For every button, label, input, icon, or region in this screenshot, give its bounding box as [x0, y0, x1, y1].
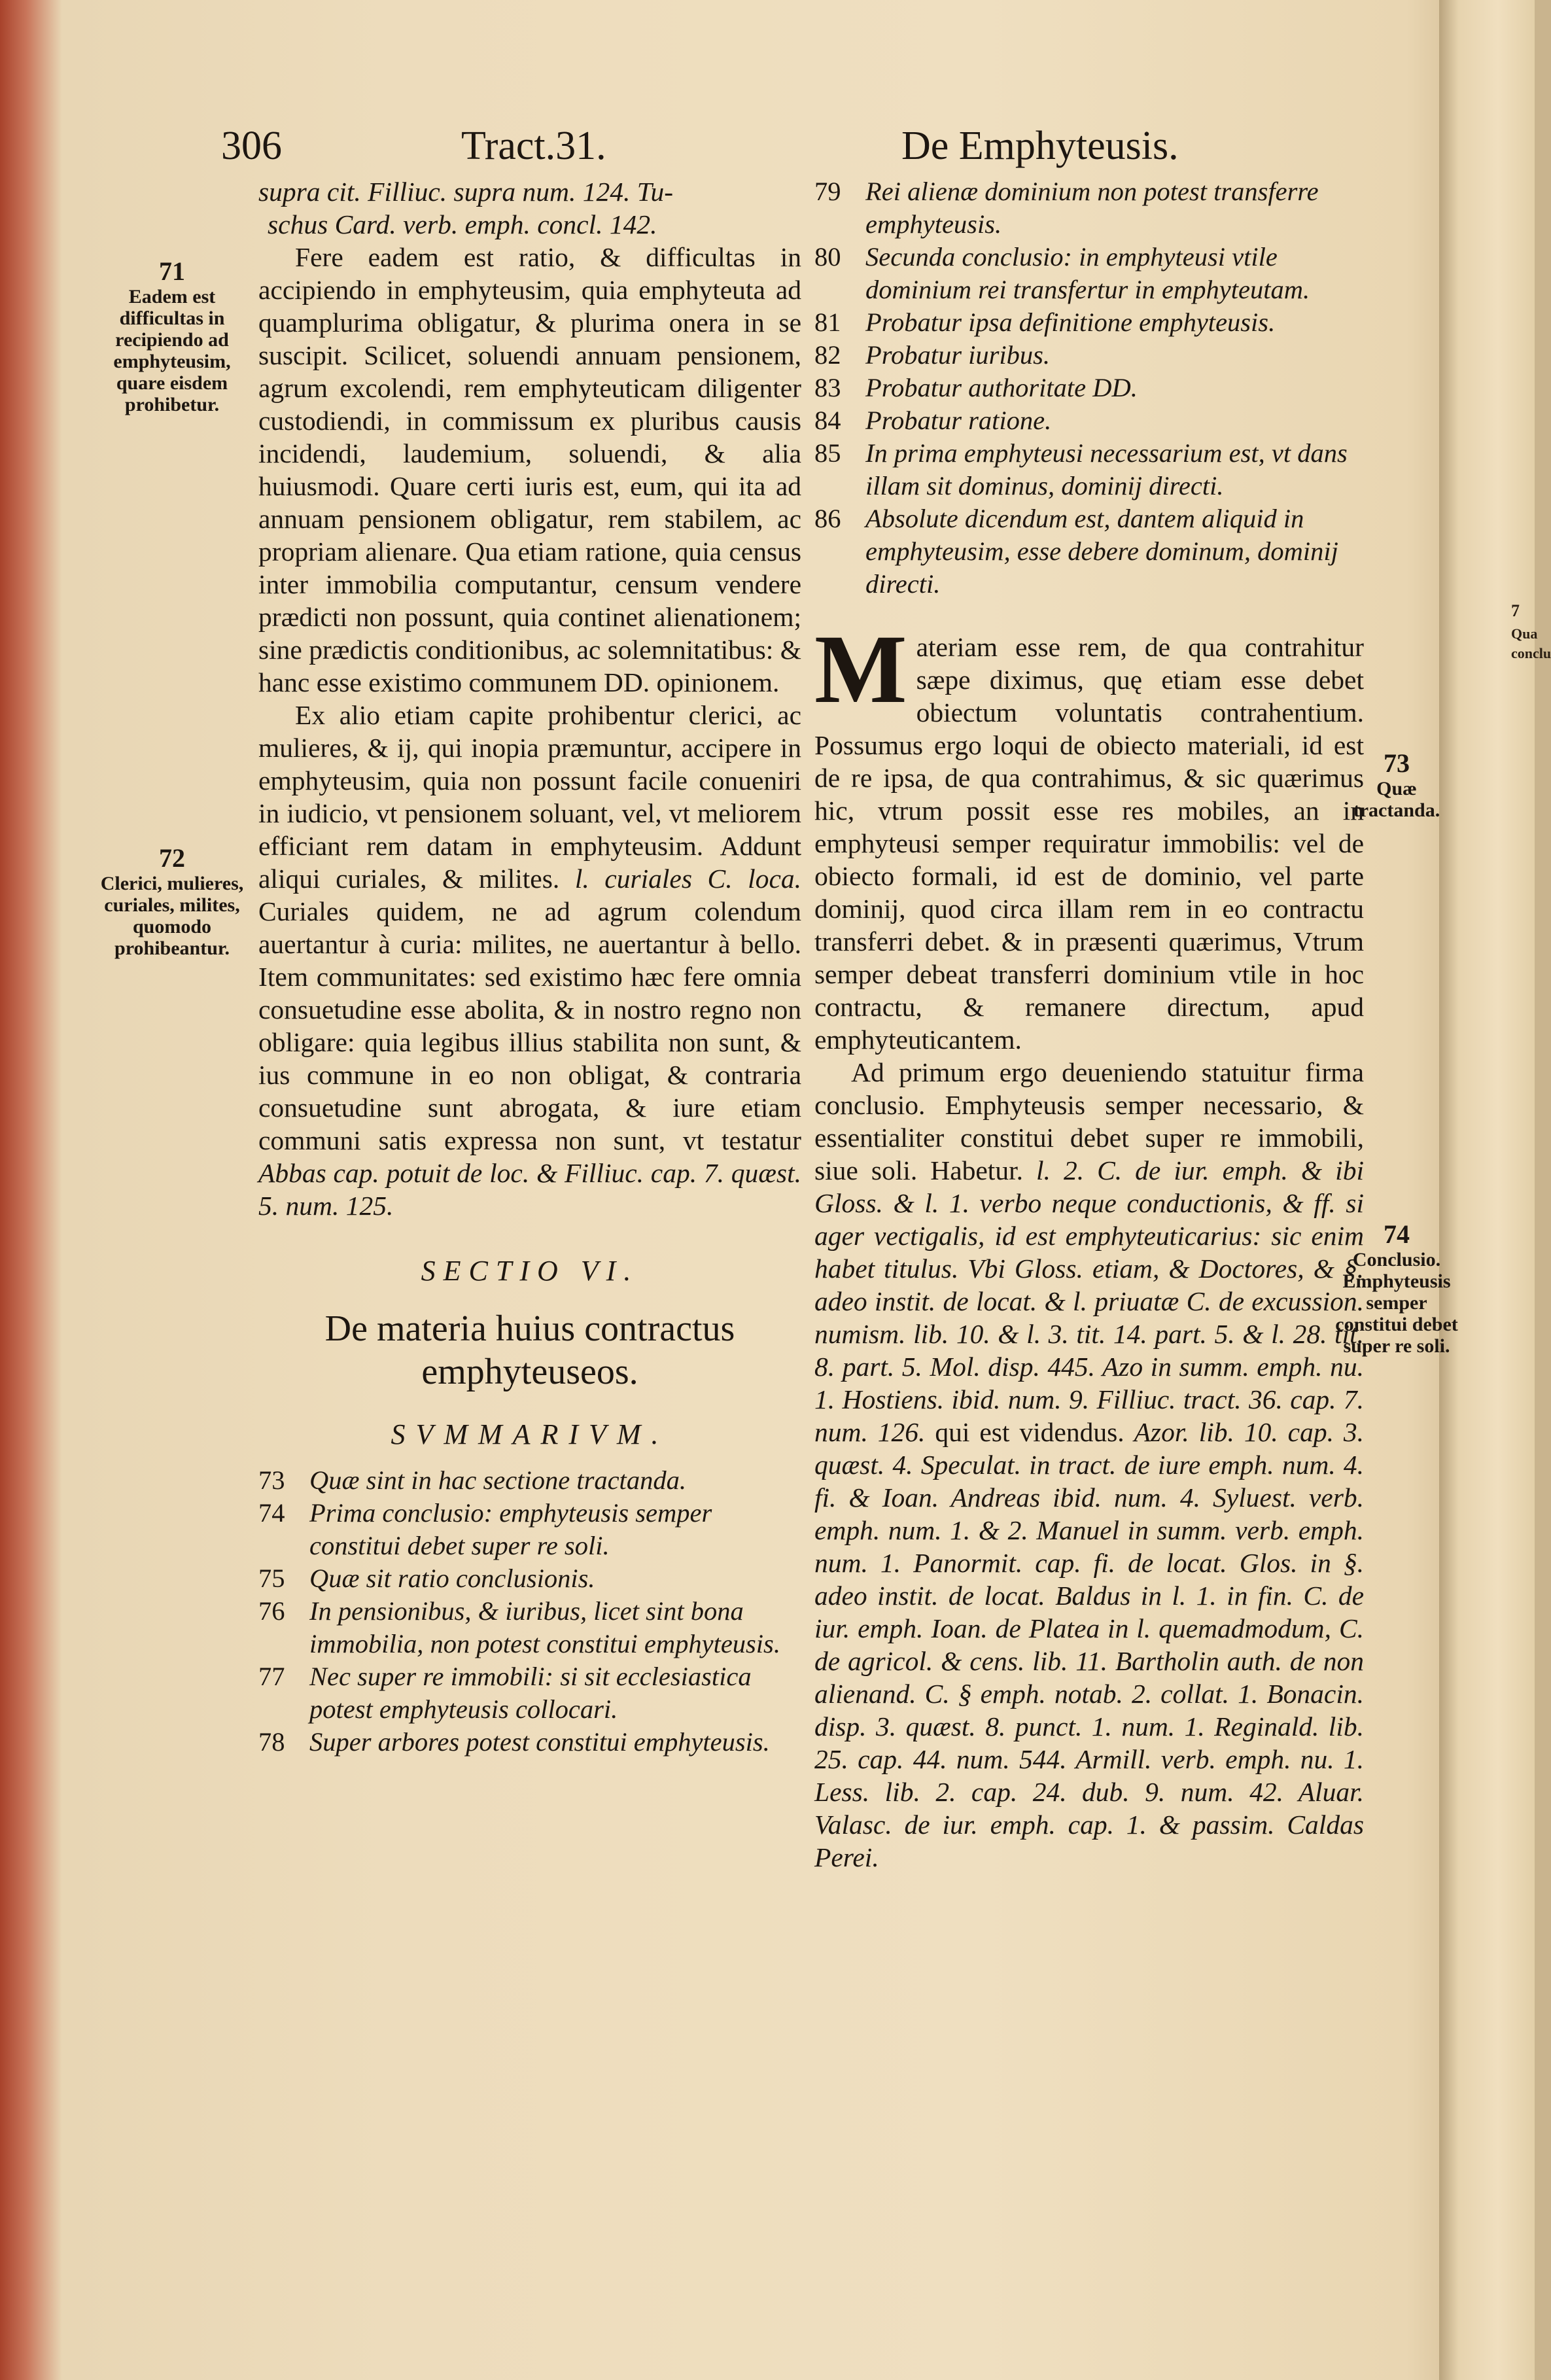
summary-number: 81 — [814, 307, 841, 337]
continued-citation-line: schus Card. verb. emph. concl. 142. — [268, 209, 657, 239]
citation: Abbas cap. potuit de loc. & Filliuc. cap. 7. quæst. 5. num. 125. — [258, 1158, 801, 1221]
paragraph-74 — [814, 1056, 1364, 1874]
margin-note-71 — [90, 257, 254, 415]
summary-number: 77 — [258, 1662, 285, 1691]
paragraph-71: Fere eadem est ratio, & difficultas in accipiendo in emphyteusim, quia emphyteuta ad quamplurima obligatur, & plurima onera in se suscipit. Scilicet, soluendi annuam pensionem, agrum excolendi, rem emphyteuticam diligenter custodiendi, in commissum ex pluribus causis incidendi, laudemium, soluendi, & alia huiusmodi. Quare certi iuris est, eum, qui ita ad annuam pensionem obligatur, rem stabilem, ac propriam alienare. Qua etiam ratione, quia census inter immobilia computantur, censum vendere prædicti non possunt, quia continet alienationem; sine prædictis conditionibus, ac solemnitatibus: & hanc esse existimo communem DD. opinionem. — [258, 242, 801, 697]
margin-number: 71 — [159, 256, 185, 286]
summary-number: 82 — [814, 340, 841, 370]
summary-number: 80 — [814, 242, 841, 271]
citation: Azor. lib. 10. cap. 3. quæst. 4. Speculat. in tract. de iure emph. num. 4. fi. & Ioan. Andreas ibid. num. 4. Syluest. verb. emph. num. 1. & 2. Manuel in summ. verb. emph. num. 1. Panormit. cap. fi. de locat. Glos. in §. adeo instit. de locat. Baldus in l. 1. in fin. C. de iur. emph. Ioan. de Platea in l. quemadmodum, C. de agricol. & cens. lib. 11. Bartholin auth. de non alienand. C. § emph. notab. 2. collat. 1. Bonacin. disp. 3. quæst. 8. punct. 1. num. 1. Reginald. lib. 25. cap. 44. num. 544. Armill. verb. emph. nu. 1. Less. lib. 2. cap. 24. dub. 9. num. 42. Aluar. Valasc. de iur. emph. cap. 1. & passim. Caldas Perei. — [814, 1417, 1365, 1872]
summary-item — [814, 372, 1364, 404]
summary-item — [814, 339, 1364, 372]
facing-margin-text-1: Qua — [1511, 625, 1538, 642]
summary-item — [814, 175, 1364, 241]
summary-number: 73 — [258, 1465, 285, 1495]
summary-text: Probatur iuribus. — [865, 340, 1051, 370]
summary-item — [258, 1562, 801, 1595]
drop-cap: M — [814, 615, 907, 724]
paragraph-73 — [814, 615, 1364, 1056]
summary-number: 75 — [258, 1564, 285, 1593]
margin-note-text: Quæ tractanda. — [1353, 778, 1440, 821]
summary-text: Quæ sit ratio conclusionis. — [309, 1564, 595, 1593]
summary-text: Probatur authoritate DD. — [865, 373, 1138, 402]
summary-item — [814, 502, 1364, 601]
summary-text: Secunda conclusio: in emphyteusi vtile dominium rei transfertur in emphyteutam. — [865, 242, 1310, 304]
paragraph-73-text: ateriam esse rem, de qua contrahitur sæpe diximus, quę etiam esse debet obiectum voluntatis contrahentium. Possumus ergo loqui de obiecto materiali, id est de re ipsa, de qua contrahimus, & sic quærimus hic, vtrum possit esse res mobiles, an in emphyteusi semper requiratur immobilis: vel de obiecto formali, id est de dominio, vel parte dominij, quod circa illam rem in eo contractu transferri debet. & in præsenti quærimus, Vtrum semper debeat transferri dominium vtile in hoc contractu, & remanere directum, apud emphyteuticantem. — [814, 632, 1364, 1055]
facing-page-edge — [1439, 0, 1551, 2380]
margin-number: 72 — [159, 843, 185, 873]
summary-text: Probatur ipsa definitione emphyteusis. — [865, 307, 1276, 337]
summary-text: Prima conclusio: emphyteusis semper constitui debet super re soli. — [309, 1498, 712, 1560]
summary-text: In prima emphyteusi necessarium est, vt dans illam sit dominus, dominij directi. — [865, 438, 1348, 500]
summary-text: Super arbores potest constitui emphyteusis. — [309, 1727, 770, 1757]
margin-note-72 — [90, 844, 254, 959]
summary-number: 76 — [258, 1596, 285, 1626]
summary-list-continued — [814, 175, 1364, 601]
summary-item — [258, 1497, 801, 1562]
summary-text: Quæ sint in hac sectione tractanda. — [309, 1465, 686, 1495]
summary-item — [258, 1464, 801, 1497]
summary-number: 74 — [258, 1498, 285, 1528]
paragraph-74-text: qui est videndus. — [935, 1417, 1124, 1447]
running-head-subject: De Emphyteusis. — [901, 124, 1179, 168]
margin-note-text: Clerici, mulieres, curiales, milites, quomodo prohibeantur. — [100, 873, 244, 959]
summary-item — [814, 404, 1364, 437]
summary-item — [258, 1726, 801, 1759]
page-number: 306 — [221, 124, 282, 168]
citation: l. curiales C. loca. — [574, 864, 801, 894]
summary-number: 84 — [814, 406, 841, 435]
summary-item — [814, 241, 1364, 306]
summary-item — [258, 1595, 801, 1660]
paragraph-74-text: Ad primum ergo deueniendo statuitur firma conclusio. Emphyteusis semper necessario, & essentialiter constitui debet super re immobili, siue soli. Habetur. — [814, 1057, 1364, 1185]
summary-number: 79 — [814, 177, 841, 206]
summary-item — [814, 437, 1364, 502]
margin-note-text: Conclusio. Emphyteusis semper constitui debet super re soli. — [1335, 1249, 1458, 1357]
summary-number: 86 — [814, 504, 841, 533]
summary-text: Nec super re immobili: si sit ecclesiastica potest emphyteusis collocari. — [309, 1662, 752, 1724]
continued-citation-line: supra cit. Filliuc. supra num. 124. Tu- — [258, 177, 674, 207]
right-column — [814, 175, 1364, 1874]
summary-text: Rei alienæ dominium non potest transferre emphyteusis. — [865, 177, 1319, 239]
summary-list — [258, 1464, 801, 1759]
paragraph-72-text: Curiales quidem, ne ad agrum colendum auertantur à curia: milites, ne auertantur à bello. Item communitates: sed existimo hæc fere omnia consuetudine esse abolita, & in nostro regno non obligare: quia legibus illius stabilita non sunt, & ius commune in eo non obligat, & contraria consuetudine sunt abrogata, & iure etiam communi satis expressa non sunt, vt testatur — [258, 896, 801, 1155]
section-title: De materia huius contractus emphyteuseos. — [324, 1308, 735, 1392]
running-head-tract: Tract.31. — [461, 124, 606, 168]
summary-item — [258, 1660, 801, 1726]
summary-text: Probatur ratione. — [865, 406, 1052, 435]
left-column — [258, 175, 801, 1759]
section-heading: SECTIO VI. — [421, 1255, 639, 1287]
margin-number: 73 — [1384, 748, 1410, 778]
margin-note-text: Eadem est difficultas in recipiendo ad emphyteusim, quare eisdem prohibetur. — [113, 286, 231, 415]
summary-number: 78 — [258, 1727, 285, 1757]
paragraph-72-text: Ex alio etiam capite prohibentur clerici, ac mulieres, & ij, qui inopia præmuntur, accipere in emphyteusim, quia non possunt facile conueniri in iudicio, vt pensionem soluant, vel, vt meliorem efficiant rem datam in emphyteusim. Addunt aliqui curiales, & milites. — [258, 700, 801, 894]
summary-text: Absolute dicendum est, dantem aliquid in emphyteusim, esse debere dominum, dominij directi. — [865, 504, 1338, 599]
summary-text: In pensionibus, & iuribus, licet sint bona immobilia, non potest constitui emphyteusis. — [309, 1596, 780, 1658]
summary-number: 83 — [814, 373, 841, 402]
margin-number: 74 — [1384, 1219, 1410, 1249]
facing-margin-number: 7 — [1511, 601, 1520, 620]
summary-item — [814, 306, 1364, 339]
paragraph-72 — [258, 699, 801, 1222]
citation: l. 2. C. de iur. emph. & ibi Gloss. & l. 1. verbo neque conductionis, & ff. si ager vectigalis, id est emphyteuticarius: sic enim habet titulus. Vbi Gloss. etiam, & Doctores, & §. adeo instit. de locat. & l. priuatæ C. de excussion. numism. lib. 10. & l. 3. tit. 14. part. 5. & l. 28. tit. 8. part. 5. Mol. disp. 445. Azo in summ. emph. nu. 1. Hostiens. ibid. num. 9. Filliuc. tract. 36. cap. 7. num. 126. — [814, 1155, 1364, 1447]
summary-heading: SVMMARIVM. — [391, 1418, 669, 1450]
facing-margin-text-2: conclu — [1511, 645, 1551, 661]
summary-number: 85 — [814, 438, 841, 468]
